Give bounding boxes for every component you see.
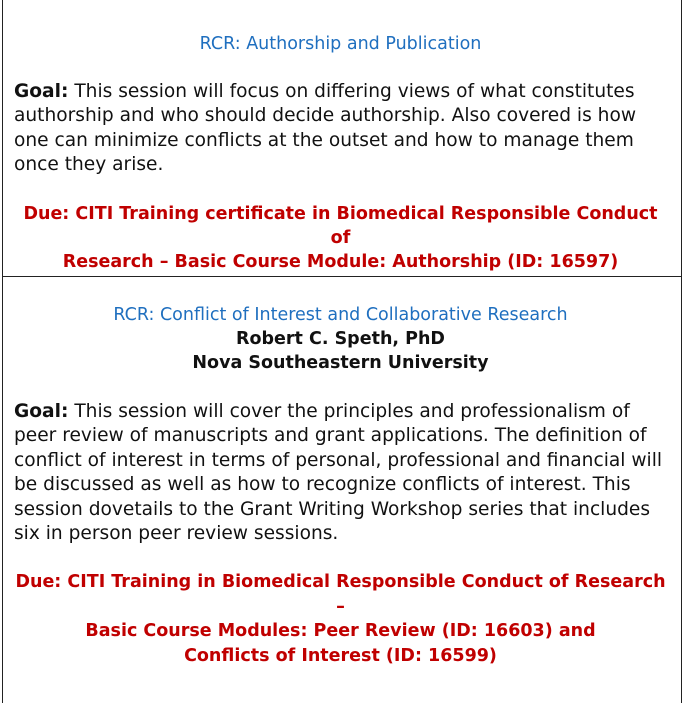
session-goal bbox=[14, 400, 667, 546]
session-due bbox=[14, 202, 667, 275]
due-line: Conflicts of Interest (ID: 16599) bbox=[184, 645, 497, 666]
session-cell-authorship bbox=[3, 0, 681, 277]
session-cell-conflict-of-interest bbox=[3, 277, 681, 703]
due-line: Due: CITI Training certificate in Biomedical Responsible Conduct of bbox=[23, 203, 658, 249]
sessions-table bbox=[2, 0, 682, 703]
goal-text: This session will cover the principles and professionalism of peer review of manuscripts and grant applications. The definition of conflict of interest in terms of personal, professional and financial will be discussed as well as how to recognize conflicts of interest. This session dovetails to the Grant Writing Workshop series that includes six in person peer review sessions. bbox=[14, 401, 663, 545]
session-due bbox=[14, 570, 667, 668]
goal-text: This session will focus on differing views of what constitutes authorship and who should decide authorship. Also covered is how one can minimize conflicts at the outset and how to manage them once they arise. bbox=[14, 81, 637, 176]
due-line: Due: CITI Training in Biomedical Responsible Conduct of Research – bbox=[15, 572, 666, 617]
session-title: RCR: Authorship and Publication bbox=[199, 34, 482, 54]
session-title: RCR: Conflict of Interest and Collaborative Research bbox=[113, 305, 568, 325]
goal-label: Goal: bbox=[14, 81, 69, 102]
session-goal bbox=[14, 80, 667, 178]
due-line: Research – Basic Course Module: Authorship (ID: 16597) bbox=[62, 252, 619, 273]
presenter-name: Robert C. Speth, PhD bbox=[236, 329, 445, 349]
presenter-affiliation: Nova Southeastern University bbox=[192, 353, 489, 373]
due-line: Basic Course Modules: Peer Review (ID: 16603) and bbox=[85, 621, 596, 642]
goal-label: Goal: bbox=[14, 401, 69, 422]
